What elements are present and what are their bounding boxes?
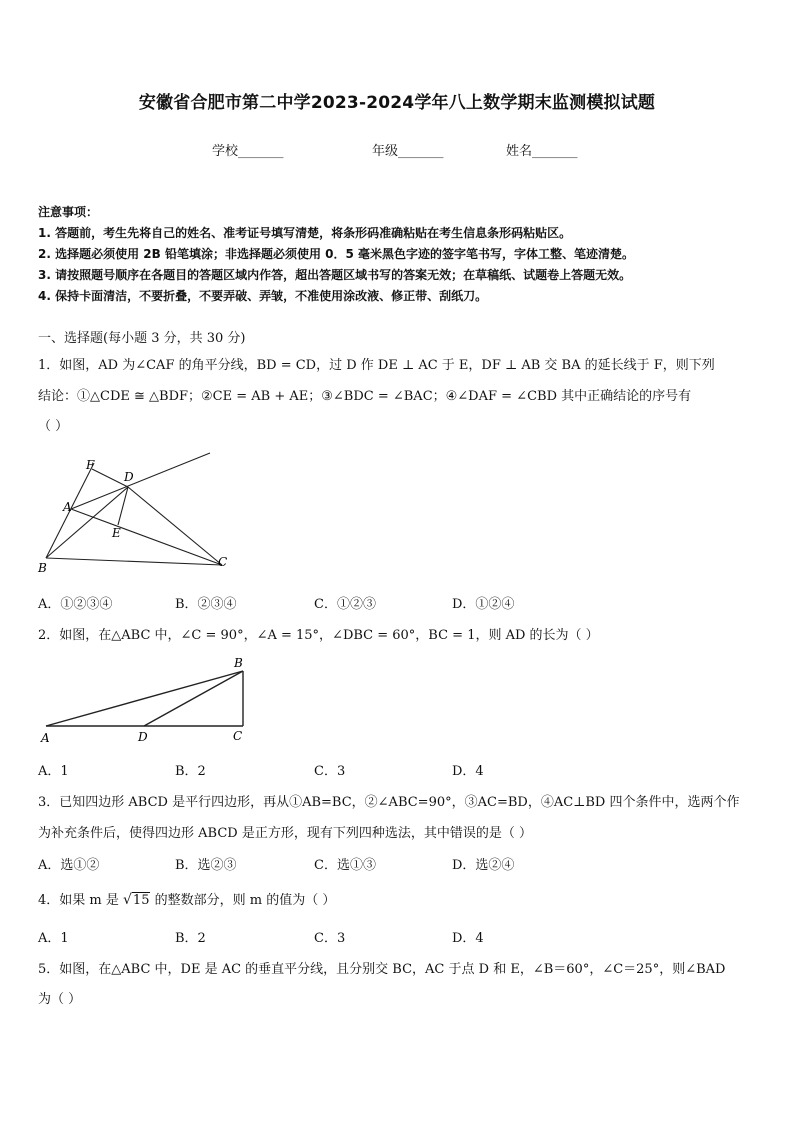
q1-option-d: D．①②④	[452, 597, 515, 612]
q4-text-post: 的整数部分，则 m 的值为（ ）	[150, 893, 336, 908]
segment-ab	[46, 671, 243, 726]
segment-ac	[71, 509, 222, 565]
q2-figure	[36, 654, 256, 746]
q3-line-2: 为补充条件后，使得四边形 ABCD 是正方形，现有下列四种选法，其中错误的是（ ）	[38, 826, 532, 841]
notes-heading: 注意事项：	[38, 205, 99, 219]
label-d: D	[124, 470, 134, 484]
q5-line-1: 5．如图，在△ABC 中，DE 是 AC 的垂直平分线，且分别交 BC，AC 于点 D 和 E，∠B＝60°，∠C＝25°，则∠BAD	[38, 962, 726, 977]
page-title: 安徽省合肥市第二中学2023-2024学年八上数学期末监测模拟试题	[138, 93, 656, 113]
q2-option-c: C．3	[314, 764, 346, 779]
q3-line-1: 3．已知四边形 ABCD 是平行四边形，再从①AB=BC，②∠ABC=90°，③AC=BD，④AC⊥BD 四个条件中，选两个作	[38, 795, 740, 810]
q2-line-1: 2．如图，在△ABC 中，∠C = 90°，∠A = 15°，∠DBC = 60°，BC = 1，则 AD 的长为（ ）	[38, 628, 599, 643]
segment-dc	[128, 487, 222, 565]
q3-option-c: C．选①③	[314, 858, 376, 873]
grade-field: 年级_______	[372, 144, 444, 159]
q2-option-a: A．1	[38, 764, 69, 779]
note-item-3: 3. 请按照题号顺序在各题目的答题区域内作答，超出答题区域书写的答案无效；在草稿纸、试题卷上答题无效。	[38, 268, 632, 282]
q4-text-pre: 4．如果 m 是	[38, 893, 123, 908]
q1-option-b: B．②③④	[175, 597, 237, 612]
q4-option-a: A．1	[38, 931, 69, 946]
q3-option-a: A．选①②	[38, 858, 100, 873]
label-a: A	[63, 500, 72, 514]
segment-bd	[46, 487, 128, 558]
name-field: 姓名_______	[506, 144, 578, 159]
section-title: 一、选择题(每小题 3 分，共 30 分)	[38, 331, 246, 346]
label-c: C	[233, 729, 243, 743]
label-a: A	[41, 731, 50, 745]
q2-option-b: B．2	[175, 764, 206, 779]
segment-bd	[144, 671, 243, 726]
school-field: 学校_______	[212, 144, 284, 159]
note-item-1: 1. 答题前，考生先将自己的姓名、准考证号填写清楚，将条形码准确粘贴在考生信息条形码粘贴区。	[38, 226, 572, 240]
q4-option-d: D．4	[452, 931, 484, 946]
label-f: F	[86, 458, 95, 472]
segment-bc	[46, 558, 222, 565]
segment-df	[92, 469, 128, 487]
label-d: D	[138, 730, 148, 744]
q2-option-d: D．4	[452, 764, 484, 779]
label-e: E	[112, 526, 121, 540]
note-item-2: 2. 选择题必须使用 2B 铅笔填涂；非选择题必须使用 0．5 毫米黑色字迹的签字笔书写，字体工整、笔迹清楚。	[38, 247, 634, 261]
sqrt-sign: √	[123, 892, 132, 908]
q1-figure	[30, 445, 230, 580]
q4-option-b: B．2	[175, 931, 206, 946]
label-c: C	[218, 555, 228, 569]
q3-option-d: D．选②④	[452, 858, 515, 873]
segment-de	[118, 487, 128, 525]
q1-option-a: A．①②③④	[38, 597, 113, 612]
q1-line-1: 1．如图，AD 为∠CAF 的角平分线，BD = CD，过 D 作 DE ⊥ AC 于 E，DF ⊥ AB 交 BA 的延长线于 F，则下列	[38, 358, 715, 373]
q3-option-b: B．选②③	[175, 858, 237, 873]
label-b: B	[234, 656, 243, 670]
q4-line-1	[38, 889, 335, 908]
q4-radicand: 15	[132, 893, 150, 908]
q5-line-2: 为（ ）	[38, 992, 82, 1007]
q1-option-c: C．①②③	[314, 597, 376, 612]
q1-line-3: （ ）	[38, 419, 69, 434]
q1-line-2: 结论：①△CDE ≅ △BDF；②CE = AB + AE；③∠BDC = ∠BAC；④∠DAF = ∠CBD 其中正确结论的序号有	[38, 389, 692, 404]
note-item-4: 4. 保持卡面清洁，不要折叠，不要弄破、弄皱，不准使用涂改液、修正带、刮纸刀。	[38, 289, 488, 303]
label-b: B	[38, 561, 47, 575]
q4-option-c: C．3	[314, 931, 346, 946]
